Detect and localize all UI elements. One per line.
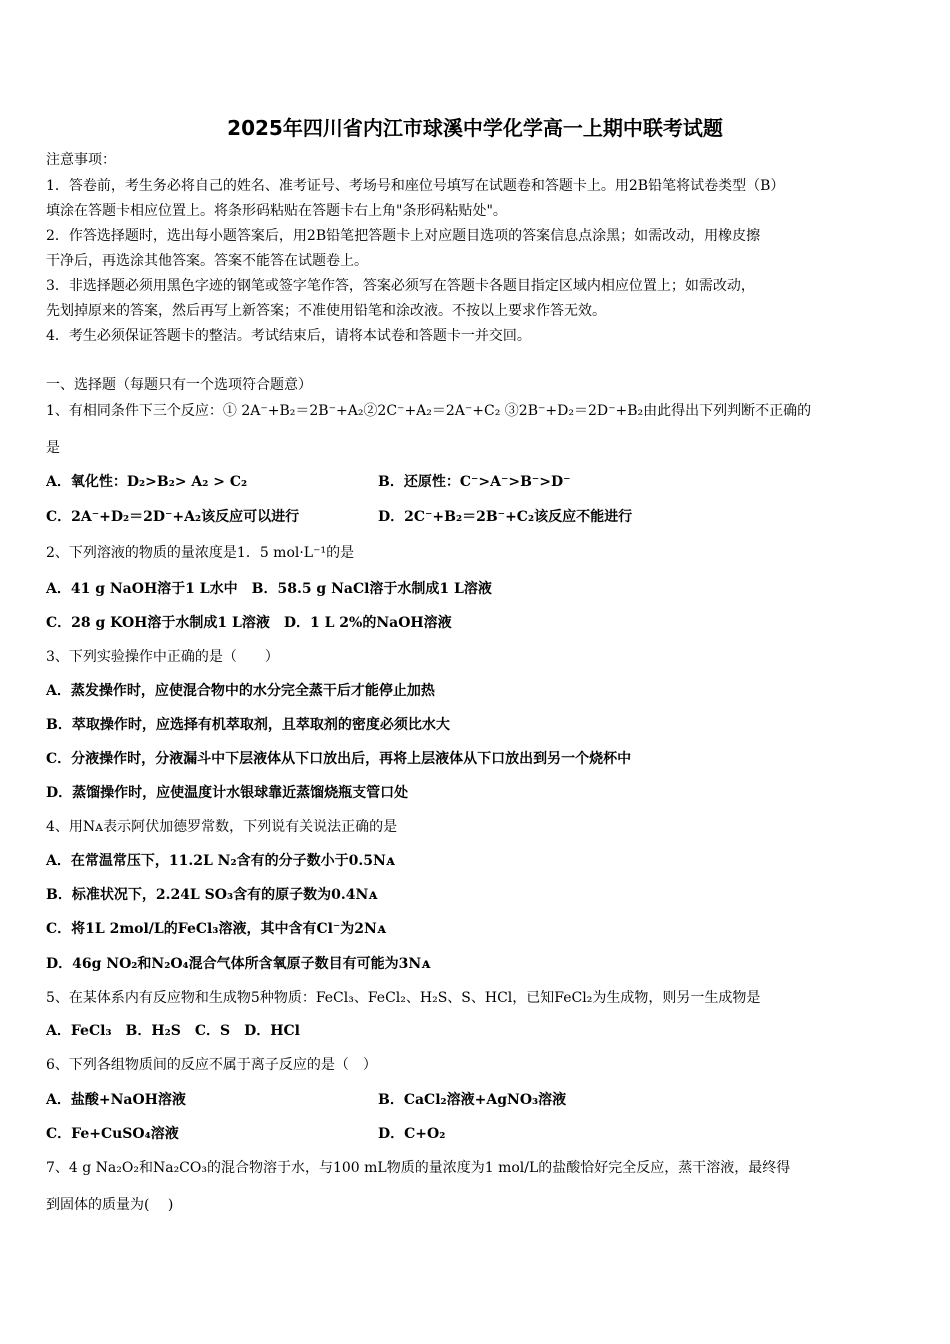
notice-line: 干净后，再选涂其他答案。答案不能答在试题卷上。 [46, 253, 368, 269]
q6-stem: 6、下列各组物质间的反应不属于离子反应的是（ ） [46, 1057, 377, 1073]
q3-stem: 3、下列实验操作中正确的是（ ） [46, 649, 279, 665]
q5-options: A．FeCl₃ B．H₂S C．S D．HCl [46, 1023, 300, 1039]
q1-option-d: D．2C⁻+B₂＝2B⁻+C₂该反应不能进行 [378, 509, 633, 525]
q7-stem-cont: 到固体的质量为( ) [46, 1197, 174, 1213]
q2-options-ab: A．41 g NaOH溶于1 L水中 B．58.5 g NaCl溶于水制成1 L溶液 [46, 581, 492, 597]
q4-stem: 4、用Nᴀ表示阿伏加德罗常数，下列说有关说法正确的是 [46, 819, 398, 835]
notice-line: 3．非选择题必须用黑色字迹的钢笔或签字笔作答，答案必须写在答题卡各题目指定区域内相应位置上；如需改动， [46, 278, 755, 294]
q4-option-a: A．在常温常压下，11.2L N₂含有的分子数小于0.5Nᴀ [46, 853, 395, 869]
notice-line: 1．答卷前，考生务必将自己的姓名、准考证号、考场号和座位号填写在试题卷和答题卡上。用2B铅笔将试卷类型（B） [46, 178, 785, 194]
notice-line: 先划掉原来的答案，然后再写上新答案；不准使用铅笔和涂改液。不按以上要求作答无效。 [46, 303, 606, 319]
q1-option-b: B．还原性：C⁻>A⁻>B⁻>D⁻ [378, 474, 571, 490]
q1-option-c: C．2A⁻+D₂＝2D⁻+A₂该反应可以进行 [46, 509, 300, 525]
q3-option-a: A．蒸发操作时，应使混合物中的水分完全蒸干后才能停止加热 [46, 683, 435, 699]
notice-line: 4．考生必须保证答题卡的整洁。考试结束后，请将本试卷和答题卡一并交回。 [46, 328, 531, 344]
page-title: 2025年四川省内江市球溪中学化学高一上期中联考试题 [227, 116, 723, 140]
q2-stem: 2、下列溶液的物质的量浓度是1．5 mol·L⁻¹的是 [46, 545, 355, 561]
q3-option-d: D．蒸馏操作时，应使温度计水银球靠近蒸馏烧瓶支管口处 [46, 785, 409, 801]
q3-option-c: C．分液操作时，分液漏斗中下层液体从下口放出后，再将上层液体从下口放出到另一个烧杯中 [46, 751, 632, 767]
q1-stem: 1、有相同条件下三个反应：① 2A⁻+B₂＝2B⁻+A₂②2C⁻+A₂＝2A⁻+C₂ ③2B⁻+D₂＝2D⁻+B₂由此得出下列判断不正确的 [46, 403, 812, 419]
q6-option-d: D．C+O₂ [378, 1126, 446, 1142]
q4-option-c: C．将1L 2mol/L的FeCl₃溶液，其中含有Cl⁻为2Nᴀ [46, 921, 386, 937]
q5-stem: 5、在某体系内有反应物和生成物5种物质：FeCl₃、FeCl₂、H₂S、S、HCl，已知FeCl₂为生成物，则另一生成物是 [46, 990, 761, 1006]
q2-options-cd: C．28 g KOH溶于水制成1 L溶液 D．1 L 2%的NaOH溶液 [46, 615, 452, 631]
notice-heading: 注意事项： [46, 152, 116, 168]
q7-stem: 7、4 g Na₂O₂和Na₂CO₃的混合物溶于水，与100 mL物质的量浓度为1 mol/L的盐酸恰好完全反应，蒸干溶液，最终得 [46, 1160, 791, 1176]
section-heading: 一、选择题（每题只有一个选项符合题意） [46, 377, 312, 393]
q6-option-a: A．盐酸+NaOH溶液 [46, 1092, 186, 1108]
q1-option-a: A．氧化性：D₂>B₂> A₂ > C₂ [46, 474, 248, 490]
notice-line: 2．作答选择题时，选出每小题答案后，用2B铅笔把答题卡上对应题目选项的答案信息点涂黑；如需改动，用橡皮擦 [46, 228, 761, 244]
q3-option-b: B．萃取操作时，应选择有机萃取剂，且萃取剂的密度必须比水大 [46, 717, 450, 733]
q4-option-b: B．标准状况下，2.24L SO₃含有的原子数为0.4Nᴀ [46, 887, 378, 903]
q4-option-d: D．46g NO₂和N₂O₄混合气体所含氧原子数目有可能为3Nᴀ [46, 956, 431, 972]
q1-stem-cont: 是 [46, 440, 60, 456]
notice-line: 填涂在答题卡相应位置上。将条形码粘贴在答题卡右上角"条形码粘贴处"。 [46, 203, 507, 219]
q6-option-c: C．Fe+CuSO₄溶液 [46, 1126, 179, 1142]
q6-option-b: B．CaCl₂溶液+AgNO₃溶液 [378, 1092, 567, 1108]
